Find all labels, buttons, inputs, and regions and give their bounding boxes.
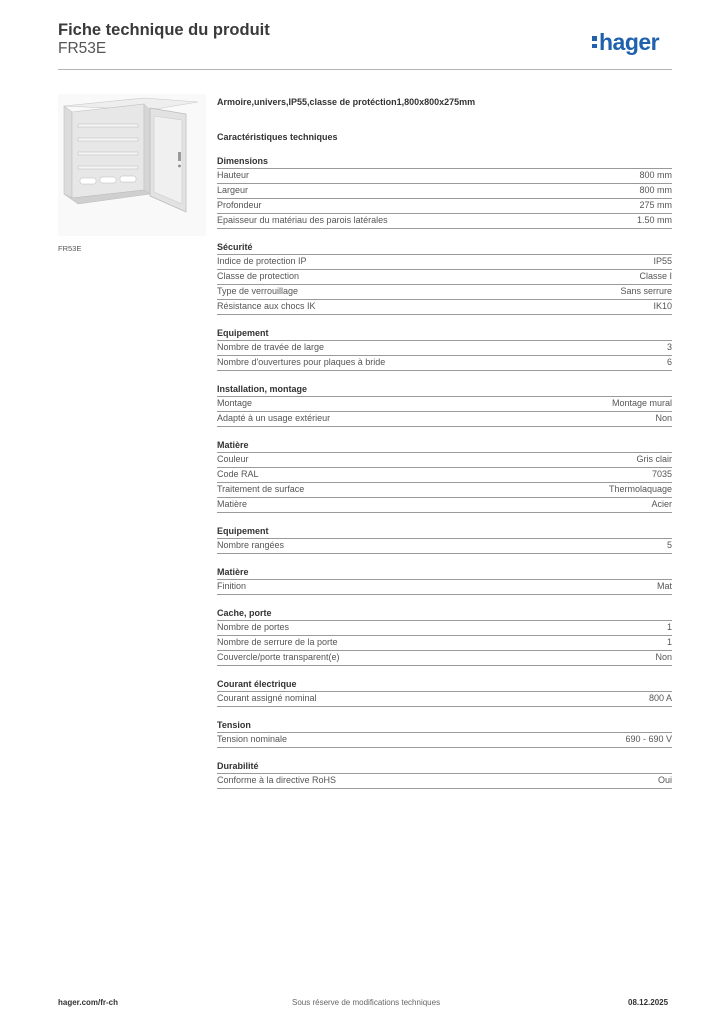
- spec-label: Matière: [217, 499, 248, 509]
- image-caption: FR53E: [58, 244, 82, 253]
- spec-row: [217, 397, 672, 412]
- hager-logo: [592, 27, 659, 57]
- section-title: Dimensions: [217, 155, 672, 169]
- spec-value: Montage mural: [611, 398, 672, 408]
- spec-label: Couvercle/porte transparent(e): [217, 652, 340, 662]
- spec-section: [217, 241, 672, 315]
- spec-row: [217, 341, 672, 356]
- spec-value: Non: [655, 652, 672, 662]
- spec-section: [217, 566, 672, 595]
- spec-value: 800 A: [648, 693, 672, 703]
- spec-label: Hauteur: [217, 170, 250, 180]
- spec-label: Epaisseur du matériau des parois latérales: [217, 215, 388, 225]
- spec-label: Nombre rangées: [217, 540, 285, 550]
- spec-section: [217, 607, 672, 666]
- spec-row: [217, 580, 672, 595]
- spec-value: Non: [655, 413, 672, 423]
- header-divider: [58, 69, 672, 70]
- product-code: FR53E: [58, 40, 107, 57]
- section-title: Installation, montage: [217, 383, 672, 397]
- electrical-cabinet-illustration: [58, 94, 206, 236]
- footer-date: 08.12.2025: [628, 998, 669, 1007]
- spec-label: Finition: [217, 581, 247, 591]
- spec-value: Mat: [656, 581, 672, 591]
- spec-value: Acier: [651, 499, 672, 509]
- spec-value: 1: [666, 637, 672, 647]
- spec-label: Nombre de portes: [217, 622, 290, 632]
- spec-value: Oui: [657, 775, 672, 785]
- spec-row: [217, 774, 672, 789]
- spec-value: 1.50 mm: [636, 215, 672, 225]
- spec-value: IK10: [653, 301, 672, 311]
- spec-row: [217, 692, 672, 707]
- section-title: Equipement: [217, 327, 672, 341]
- section-title: Equipement: [217, 525, 672, 539]
- spec-row: [217, 636, 672, 651]
- logo-dots-icon: [592, 36, 597, 51]
- spec-row: [217, 621, 672, 636]
- spec-label: Largeur: [217, 185, 249, 195]
- section-title: Tension: [217, 719, 672, 733]
- spec-section: [217, 155, 672, 229]
- spec-label: Nombre de travée de large: [217, 342, 325, 352]
- section-title: Cache, porte: [217, 607, 672, 621]
- spec-row: [217, 733, 672, 748]
- spec-section: [217, 383, 672, 427]
- spec-sections: [217, 155, 672, 789]
- spec-row: [217, 468, 672, 483]
- product-description: Armoire,univers,IP55,classe de protéction1,800x800x275mm: [217, 97, 476, 107]
- spec-value: Sans serrure: [620, 286, 672, 296]
- spec-label: Montage: [217, 398, 253, 408]
- spec-row: [217, 498, 672, 513]
- spec-value: Classe I: [639, 271, 672, 281]
- footer-disclaimer: Sous réserve de modifications techniques: [292, 998, 441, 1007]
- spec-section: [217, 760, 672, 789]
- characteristics-title: Caractéristiques techniques: [217, 132, 338, 142]
- spec-value: 1: [666, 622, 672, 632]
- spec-label: Conforme à la directive RoHS: [217, 775, 337, 785]
- page-title: Fiche technique du produit: [58, 21, 270, 39]
- spec-value: 275 mm: [639, 200, 672, 210]
- spec-label: Profondeur: [217, 200, 262, 210]
- spec-row: [217, 255, 672, 270]
- spec-row: [217, 214, 672, 229]
- specifications: [217, 96, 672, 789]
- spec-label: Adapté à un usage extérieur: [217, 413, 331, 423]
- spec-label: Type de verrouillage: [217, 286, 299, 296]
- spec-row: [217, 270, 672, 285]
- spec-row: [217, 356, 672, 371]
- spec-label: Traitement de surface: [217, 484, 305, 494]
- spec-value: 800 mm: [639, 170, 672, 180]
- spec-section: [217, 719, 672, 748]
- spec-row: [217, 483, 672, 498]
- spec-label: Classe de protection: [217, 271, 300, 281]
- spec-label: Code RAL: [217, 469, 259, 479]
- product-image: [58, 94, 206, 236]
- spec-label: Tension nominale: [217, 734, 288, 744]
- spec-label: Nombre d'ouvertures pour plaques à bride: [217, 357, 386, 367]
- spec-value: 5: [666, 540, 672, 550]
- spec-value: IP55: [653, 256, 672, 266]
- spec-label: Courant assigné nominal: [217, 693, 317, 703]
- spec-section: [217, 525, 672, 554]
- spec-row: [217, 300, 672, 315]
- spec-row: [217, 651, 672, 666]
- spec-label: Couleur: [217, 454, 249, 464]
- logo-text: hager: [599, 29, 660, 55]
- section-title: Matière: [217, 566, 672, 580]
- section-title: Sécurité: [217, 241, 672, 255]
- spec-row: [217, 184, 672, 199]
- section-title: Durabilité: [217, 760, 672, 774]
- spec-value: Gris clair: [636, 454, 672, 464]
- spec-section: [217, 678, 672, 707]
- spec-value: Thermolaquage: [608, 484, 672, 494]
- spec-section: [217, 327, 672, 371]
- section-title: Courant électrique: [217, 678, 672, 692]
- spec-label: Résistance aux chocs IK: [217, 301, 316, 311]
- spec-value: 800 mm: [639, 185, 672, 195]
- spec-label: Nombre de serrure de la porte: [217, 637, 338, 647]
- spec-row: [217, 199, 672, 214]
- spec-value: 690 - 690 V: [625, 734, 672, 744]
- section-title: Matière: [217, 439, 672, 453]
- spec-row: [217, 539, 672, 554]
- spec-row: [217, 453, 672, 468]
- spec-value: 6: [666, 357, 672, 367]
- spec-value: 3: [666, 342, 672, 352]
- spec-value: 7035: [651, 469, 672, 479]
- spec-row: [217, 285, 672, 300]
- spec-section: [217, 439, 672, 513]
- spec-row: [217, 412, 672, 427]
- spec-label: Indice de protection IP: [217, 256, 307, 266]
- spec-row: [217, 169, 672, 184]
- footer-website: hager.com/fr-ch: [58, 998, 119, 1007]
